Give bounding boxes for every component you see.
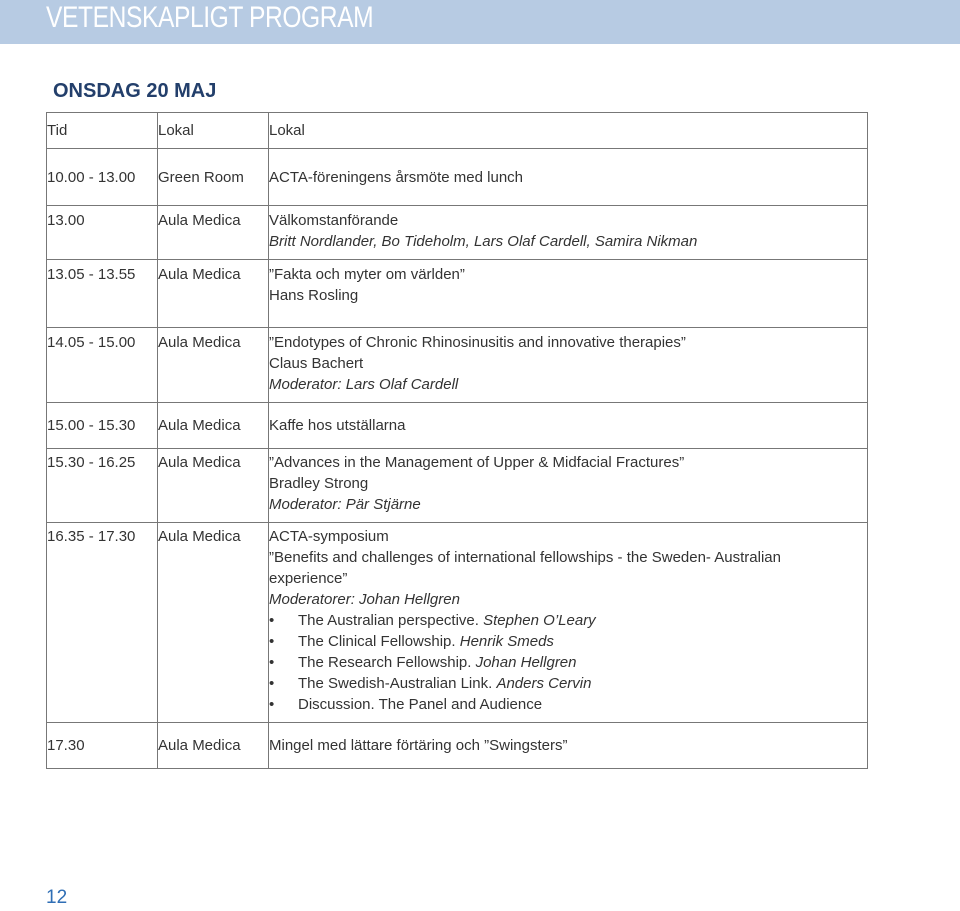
list-item: • The Clinical Fellowship. Henrik Smeds [269,631,867,652]
table-row [47,449,868,523]
row-room: Aula Medica [158,449,269,523]
day-title: ONSDAG 20 MAJ [53,80,217,102]
table-row [47,149,868,206]
row-event: ACTA-symposium ”Benefits and challenges of international fellowships - the Sweden- Australian experience” Moderatorer: Johan Hellgren • The Australian perspective. Stephen O’Leary • The Clinical Fellowship. Henrik Smeds • The Research Fellowship. Johan Hellgren • The Swedish-Australian Link. Anders Cervin • Discussion. The Panel and Audience [269,523,868,723]
header-banner [0,0,960,44]
row-time: 16.35 - 17.30 [47,523,158,723]
table-row [47,328,868,403]
row-event: ACTA-föreningens årsmöte med lunch [269,149,868,206]
row-time: 17.30 [47,723,158,769]
row-room: Aula Medica [158,723,269,769]
row-room: Aula Medica [158,260,269,328]
list-item: • The Swedish-Australian Link. Anders Cervin [269,673,867,694]
row-room: Aula Medica [158,206,269,260]
table-row [47,723,868,769]
row-event: ”Fakta och myter om världen” Hans Rosling [269,260,868,328]
header-room: Lokal [158,113,269,149]
table-row [47,260,868,328]
schedule-table [46,112,868,769]
row-event: Kaffe hos utställarna [269,403,868,449]
banner-title: VETENSKAPLIGT PROGRAM [46,1,374,34]
row-time: 13.00 [47,206,158,260]
table-row [47,403,868,449]
row-time: 10.00 - 13.00 [47,149,158,206]
header-event: Lokal [269,113,868,149]
row-room: Green Room [158,149,269,206]
table-header-row [47,113,868,149]
row-time: 15.00 - 15.30 [47,403,158,449]
row-event: ”Endotypes of Chronic Rhinosinusitis and innovative therapies” Claus Bachert Moderator: Lars Olaf Cardell [269,328,868,403]
symposium-talk-list [269,610,867,715]
row-room: Aula Medica [158,523,269,723]
row-event: Välkomstanförande Britt Nordlander, Bo Tideholm, Lars Olaf Cardell, Samira Nikman [269,206,868,260]
row-event: ”Advances in the Management of Upper & Midfacial Fractures” Bradley Strong Moderator: Pär Stjärne [269,449,868,523]
header-time: Tid [47,113,158,149]
list-item: • The Australian perspective. Stephen O’Leary [269,610,867,631]
row-time: 14.05 - 15.00 [47,328,158,403]
list-item: • Discussion. The Panel and Audience [269,694,867,715]
list-item: • The Research Fellowship. Johan Hellgren [269,652,867,673]
table-row [47,523,868,723]
row-time: 15.30 - 16.25 [47,449,158,523]
table-row [47,206,868,260]
row-time: 13.05 - 13.55 [47,260,158,328]
row-room: Aula Medica [158,403,269,449]
page-number: 12 [46,887,68,908]
row-room: Aula Medica [158,328,269,403]
row-event: Mingel med lättare förtäring och ”Swingsters” [269,723,868,769]
